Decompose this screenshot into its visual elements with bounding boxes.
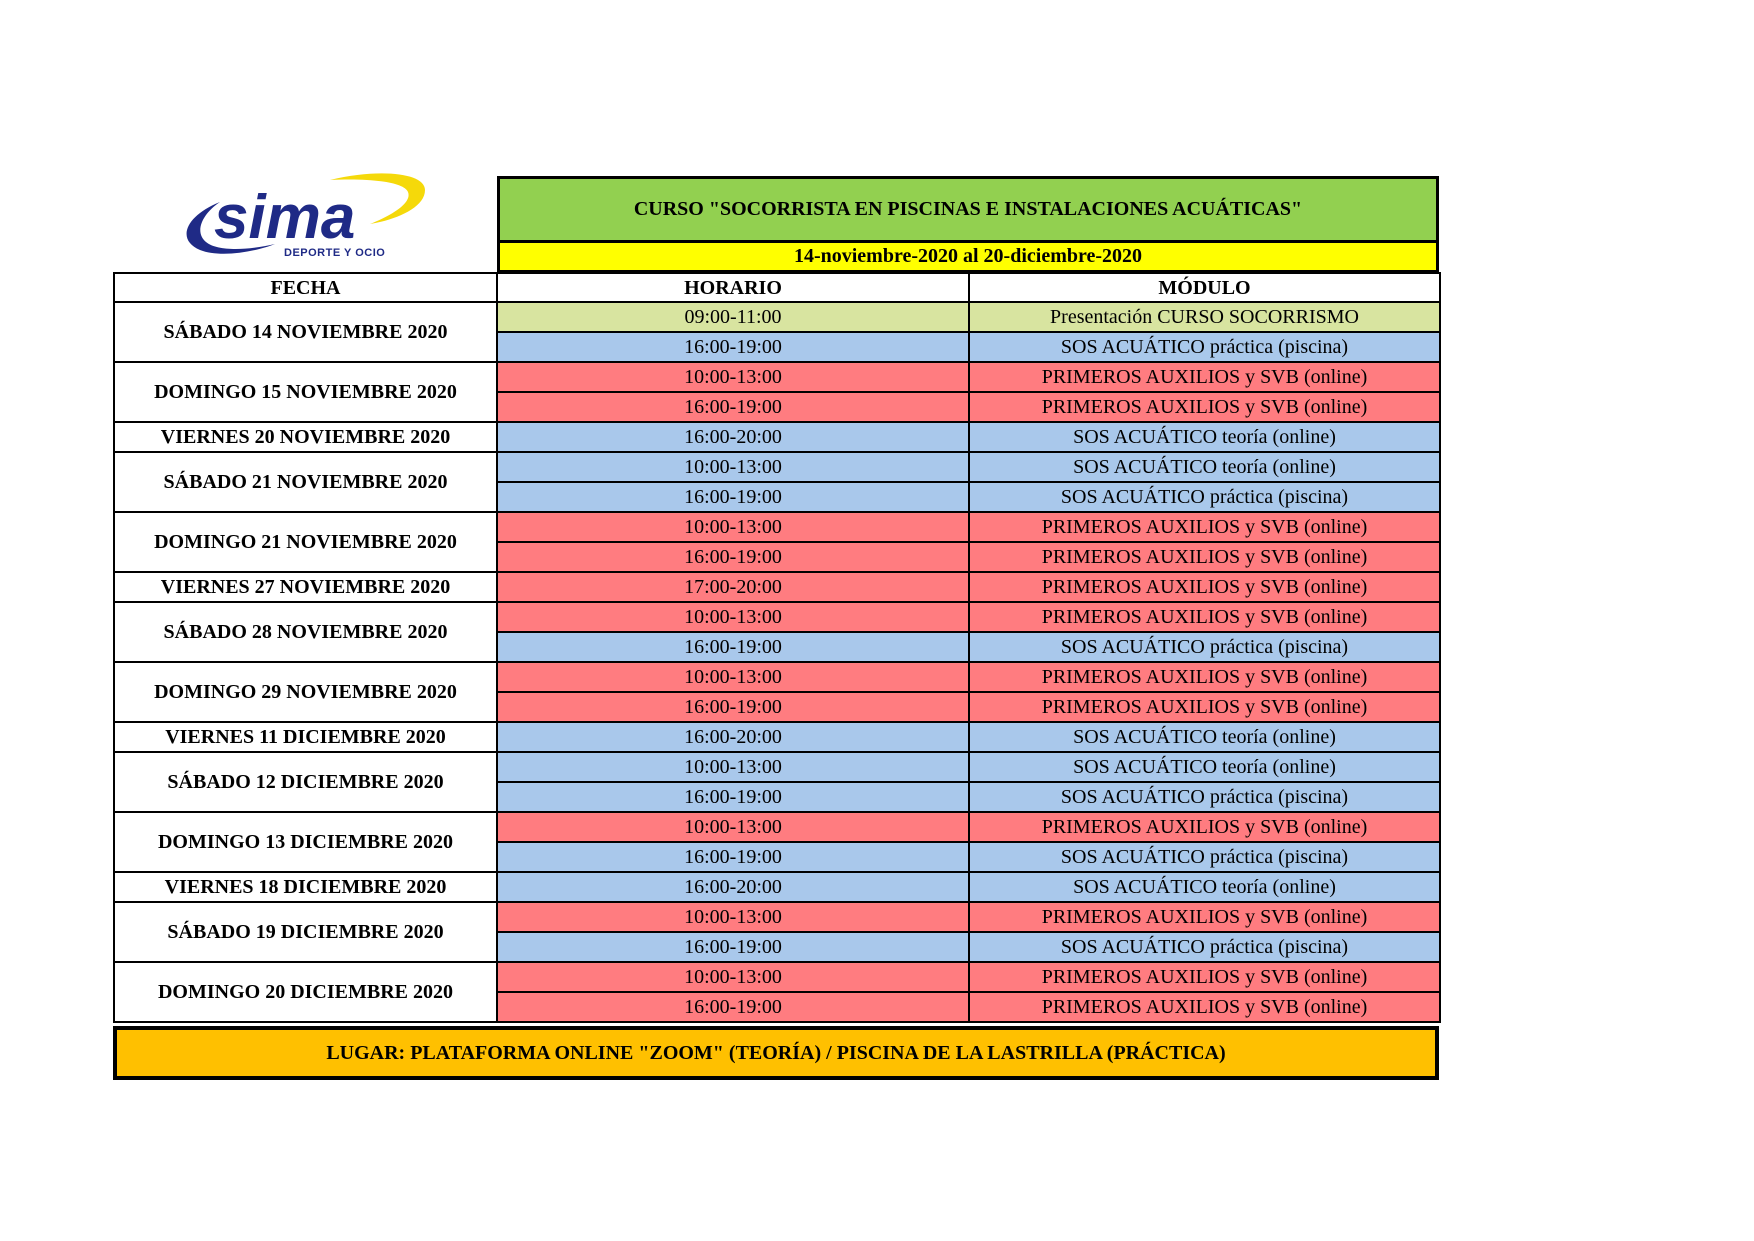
table-row xyxy=(114,452,1440,482)
modulo-cell: PRIMEROS AUXILIOS y SVB (online) xyxy=(969,602,1440,632)
horario-cell: 10:00-13:00 xyxy=(497,962,969,992)
fecha-cell: SÁBADO 28 NOVIEMBRE 2020 xyxy=(114,602,497,662)
modulo-cell: PRIMEROS AUXILIOS y SVB (online) xyxy=(969,542,1440,572)
fecha-cell: VIERNES 18 DICIEMBRE 2020 xyxy=(114,872,497,902)
horario-cell: 10:00-13:00 xyxy=(497,662,969,692)
modulo-cell: SOS ACUÁTICO teoría (online) xyxy=(969,422,1440,452)
course-title: CURSO "SOCORRISTA EN PISCINAS E INSTALACIONES ACUÁTICAS" xyxy=(497,176,1439,243)
horario-cell: 16:00-19:00 xyxy=(497,842,969,872)
horario-cell: 16:00-19:00 xyxy=(497,632,969,662)
modulo-cell: PRIMEROS AUXILIOS y SVB (online) xyxy=(969,692,1440,722)
header-horario: HORARIO xyxy=(497,273,969,302)
fecha-cell: SÁBADO 14 NOVIEMBRE 2020 xyxy=(114,302,497,362)
schedule-table xyxy=(113,272,1441,1023)
table-row xyxy=(114,722,1440,752)
logo-tagline: DEPORTE Y OCIO xyxy=(284,247,386,259)
table-row xyxy=(114,602,1440,632)
horario-cell: 16:00-20:00 xyxy=(497,422,969,452)
horario-cell: 16:00-19:00 xyxy=(497,692,969,722)
modulo-cell: SOS ACUÁTICO teoría (online) xyxy=(969,752,1440,782)
sima-logo-image xyxy=(180,168,440,268)
header-modulo: MÓDULO xyxy=(969,273,1440,302)
fecha-cell: SÁBADO 19 DICIEMBRE 2020 xyxy=(114,902,497,962)
modulo-cell: SOS ACUÁTICO práctica (piscina) xyxy=(969,632,1440,662)
modulo-cell: PRIMEROS AUXILIOS y SVB (online) xyxy=(969,992,1440,1022)
table-row xyxy=(114,422,1440,452)
table-row xyxy=(114,812,1440,842)
horario-cell: 17:00-20:00 xyxy=(497,572,969,602)
modulo-cell: PRIMEROS AUXILIOS y SVB (online) xyxy=(969,512,1440,542)
table-row xyxy=(114,512,1440,542)
fecha-cell: DOMINGO 15 NOVIEMBRE 2020 xyxy=(114,362,497,422)
modulo-cell: SOS ACUÁTICO práctica (piscina) xyxy=(969,332,1440,362)
modulo-cell: SOS ACUÁTICO teoría (online) xyxy=(969,872,1440,902)
modulo-cell: Presentación CURSO SOCORRISMO xyxy=(969,302,1440,332)
table-row xyxy=(114,962,1440,992)
date-range: 14-noviembre-2020 al 20-diciembre-2020 xyxy=(497,243,1439,273)
location-footer: LUGAR: PLATAFORMA ONLINE "ZOOM" (TEORÍA) / PISCINA DE LA LASTRILLA (PRÁCTICA) xyxy=(113,1026,1439,1080)
fecha-cell: DOMINGO 29 NOVIEMBRE 2020 xyxy=(114,662,497,722)
modulo-cell: PRIMEROS AUXILIOS y SVB (online) xyxy=(969,392,1440,422)
fecha-cell: SÁBADO 12 DICIEMBRE 2020 xyxy=(114,752,497,812)
table-row xyxy=(114,572,1440,602)
horario-cell: 16:00-19:00 xyxy=(497,392,969,422)
horario-cell: 10:00-13:00 xyxy=(497,512,969,542)
table-row xyxy=(114,902,1440,932)
modulo-cell: PRIMEROS AUXILIOS y SVB (online) xyxy=(969,902,1440,932)
horario-cell: 10:00-13:00 xyxy=(497,602,969,632)
modulo-cell: SOS ACUÁTICO práctica (piscina) xyxy=(969,482,1440,512)
schedule-body xyxy=(114,302,1440,1022)
sima-logo xyxy=(180,168,440,268)
fecha-cell: VIERNES 11 DICIEMBRE 2020 xyxy=(114,722,497,752)
horario-cell: 10:00-13:00 xyxy=(497,452,969,482)
modulo-cell: SOS ACUÁTICO teoría (online) xyxy=(969,452,1440,482)
modulo-cell: PRIMEROS AUXILIOS y SVB (online) xyxy=(969,662,1440,692)
modulo-cell: SOS ACUÁTICO teoría (online) xyxy=(969,722,1440,752)
fecha-cell: VIERNES 20 NOVIEMBRE 2020 xyxy=(114,422,497,452)
horario-cell: 16:00-19:00 xyxy=(497,542,969,572)
fecha-cell: DOMINGO 21 NOVIEMBRE 2020 xyxy=(114,512,497,572)
modulo-cell: SOS ACUÁTICO práctica (piscina) xyxy=(969,932,1440,962)
horario-cell: 09:00-11:00 xyxy=(497,302,969,332)
table-row xyxy=(114,362,1440,392)
horario-cell: 16:00-20:00 xyxy=(497,872,969,902)
table-row xyxy=(114,302,1440,332)
horario-cell: 16:00-19:00 xyxy=(497,992,969,1022)
fecha-cell: SÁBADO 21 NOVIEMBRE 2020 xyxy=(114,452,497,512)
horario-cell: 16:00-19:00 xyxy=(497,332,969,362)
modulo-cell: PRIMEROS AUXILIOS y SVB (online) xyxy=(969,572,1440,602)
modulo-cell: SOS ACUÁTICO práctica (piscina) xyxy=(969,842,1440,872)
fecha-cell: VIERNES 27 NOVIEMBRE 2020 xyxy=(114,572,497,602)
horario-cell: 10:00-13:00 xyxy=(497,752,969,782)
modulo-cell: PRIMEROS AUXILIOS y SVB (online) xyxy=(969,962,1440,992)
horario-cell: 16:00-20:00 xyxy=(497,722,969,752)
horario-cell: 10:00-13:00 xyxy=(497,812,969,842)
header-row xyxy=(114,273,1440,302)
horario-cell: 16:00-19:00 xyxy=(497,782,969,812)
header-fecha: FECHA xyxy=(114,273,497,302)
horario-cell: 16:00-19:00 xyxy=(497,932,969,962)
table-row xyxy=(114,872,1440,902)
fecha-cell: DOMINGO 20 DICIEMBRE 2020 xyxy=(114,962,497,1022)
horario-cell: 16:00-19:00 xyxy=(497,482,969,512)
logo-wordmark: sima xyxy=(214,183,356,252)
horario-cell: 10:00-13:00 xyxy=(497,902,969,932)
fecha-cell: DOMINGO 13 DICIEMBRE 2020 xyxy=(114,812,497,872)
modulo-cell: PRIMEROS AUXILIOS y SVB (online) xyxy=(969,362,1440,392)
table-row xyxy=(114,662,1440,692)
horario-cell: 10:00-13:00 xyxy=(497,362,969,392)
modulo-cell: SOS ACUÁTICO práctica (piscina) xyxy=(969,782,1440,812)
table-row xyxy=(114,752,1440,782)
modulo-cell: PRIMEROS AUXILIOS y SVB (online) xyxy=(969,812,1440,842)
